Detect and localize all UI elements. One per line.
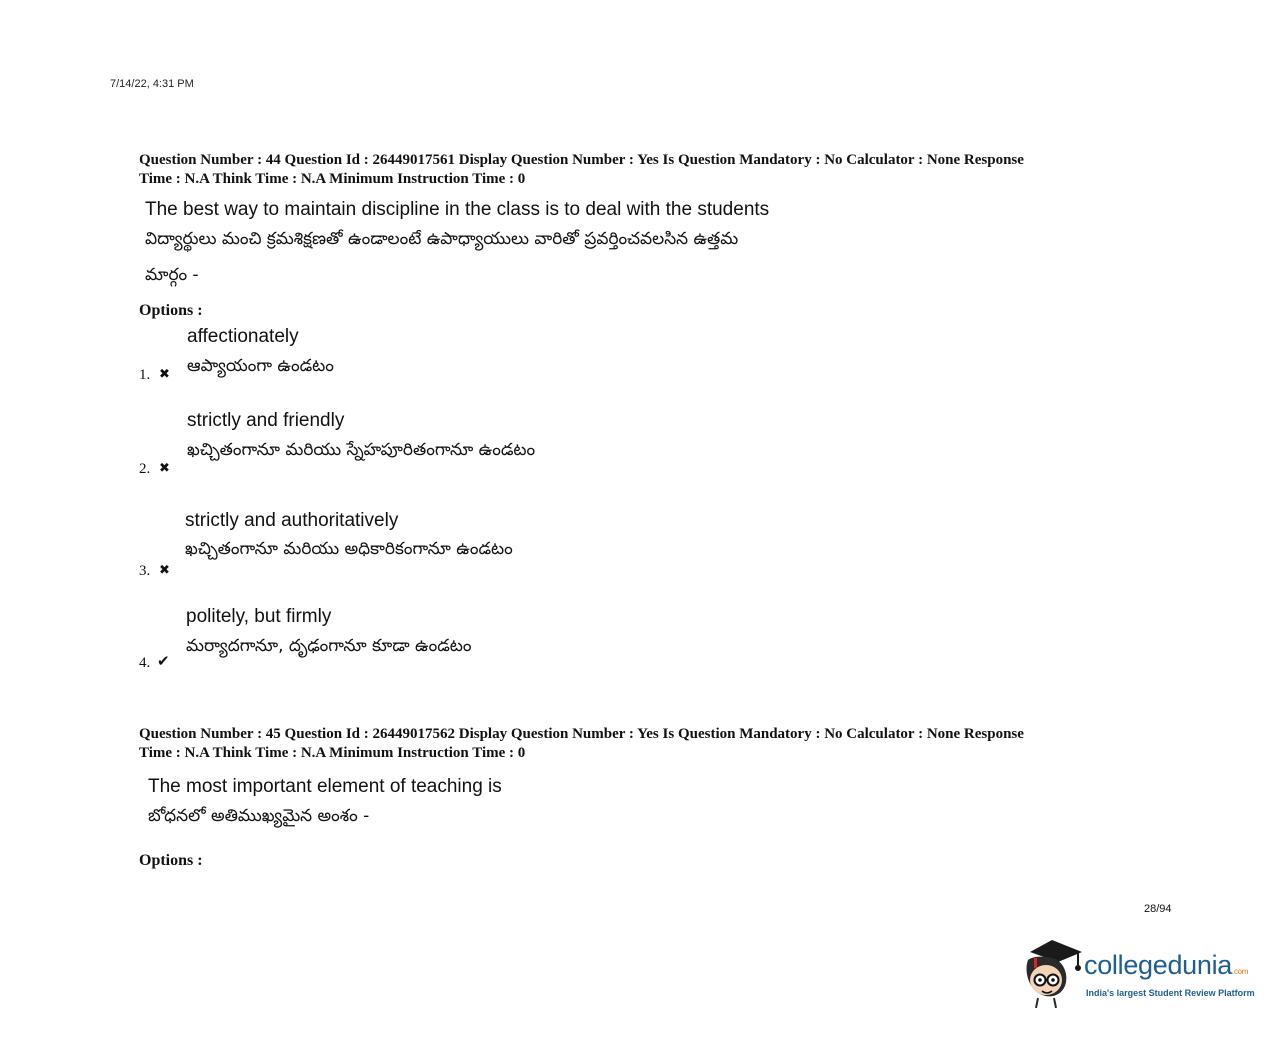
wrong-icon: ✖ [159,460,170,475]
option-1-english: affectionately [187,326,299,347]
option-2-number: 2. [139,461,151,477]
question-44-options-label: Options : [139,302,203,319]
logo-tagline: India's largest Student Review Platform [1086,988,1255,998]
question-44-text-telugu-line-2: మార్గం - [145,265,199,285]
question-45-text-telugu: బోధనలో అతిముఖ్యమైన అంశం - [148,806,370,826]
print-timestamp: 7/14/22, 4:31 PM [110,78,194,90]
question-44-text-english: The best way to maintain discipline in the class is to deal with the students [145,199,770,220]
page-number: 28/94 [1144,903,1172,915]
mascot-icon [1022,938,1084,1008]
wrong-icon: ✖ [159,366,170,381]
question-45-options-label: Options : [139,852,203,869]
option-1-telugu: ఆప్యాయంగా ఉండటం [187,356,334,376]
question-meta-line-1: Question Number : 44 Question Id : 26449017561 Display Question Number : Yes Is Question Mandatory : No Calculator : None Response [139,152,1024,168]
option-2-telugu: ఖచ్చితంగానూ మరియు స్నేహపూరితంగానూ ఉండటం [187,440,536,460]
option-4-english: politely, but firmly [186,606,332,627]
question-meta-line-1: Question Number : 45 Question Id : 26449017562 Display Question Number : Yes Is Question Mandatory : No Calculator : None Response [139,726,1024,742]
option-3-number: 3. [139,563,151,579]
correct-check-icon: ✔ [157,654,170,670]
wrong-icon: ✖ [159,562,170,577]
option-1-number: 1. [139,367,151,383]
option-3-telugu: ఖచ్చితంగానూ మరియు అధికారికంగానూ ఉండటం [185,539,513,559]
option-3-english: strictly and authoritatively [185,510,399,531]
question-45-meta [139,725,1149,763]
collegedunia-logo [1022,938,1262,1008]
question-meta-line-2: Time : N.A Think Time : N.A Minimum Instruction Time : 0 [139,745,526,761]
question-44-text-telugu-line-1: విద్యార్థులు మంచి క్రమశిక్షణతో ఉండాలంటే ఉపాధ్యాయులు వారితో ప్రవర్తించవలసిన ఉత్తమ [145,229,739,249]
logo-wordmark: collegedunia.com [1084,950,1249,980]
question-44-meta [139,151,1149,189]
option-2-english: strictly and friendly [187,410,345,431]
question-45-text-english: The most important element of teaching is [148,776,502,797]
question-meta-line-2: Time : N.A Think Time : N.A Minimum Instruction Time : 0 [139,171,526,187]
option-4-number: 4. [139,655,151,671]
option-4-telugu: మర్యాదగానూ, దృఢంగానూ కూడా ఉండటం [186,636,472,656]
